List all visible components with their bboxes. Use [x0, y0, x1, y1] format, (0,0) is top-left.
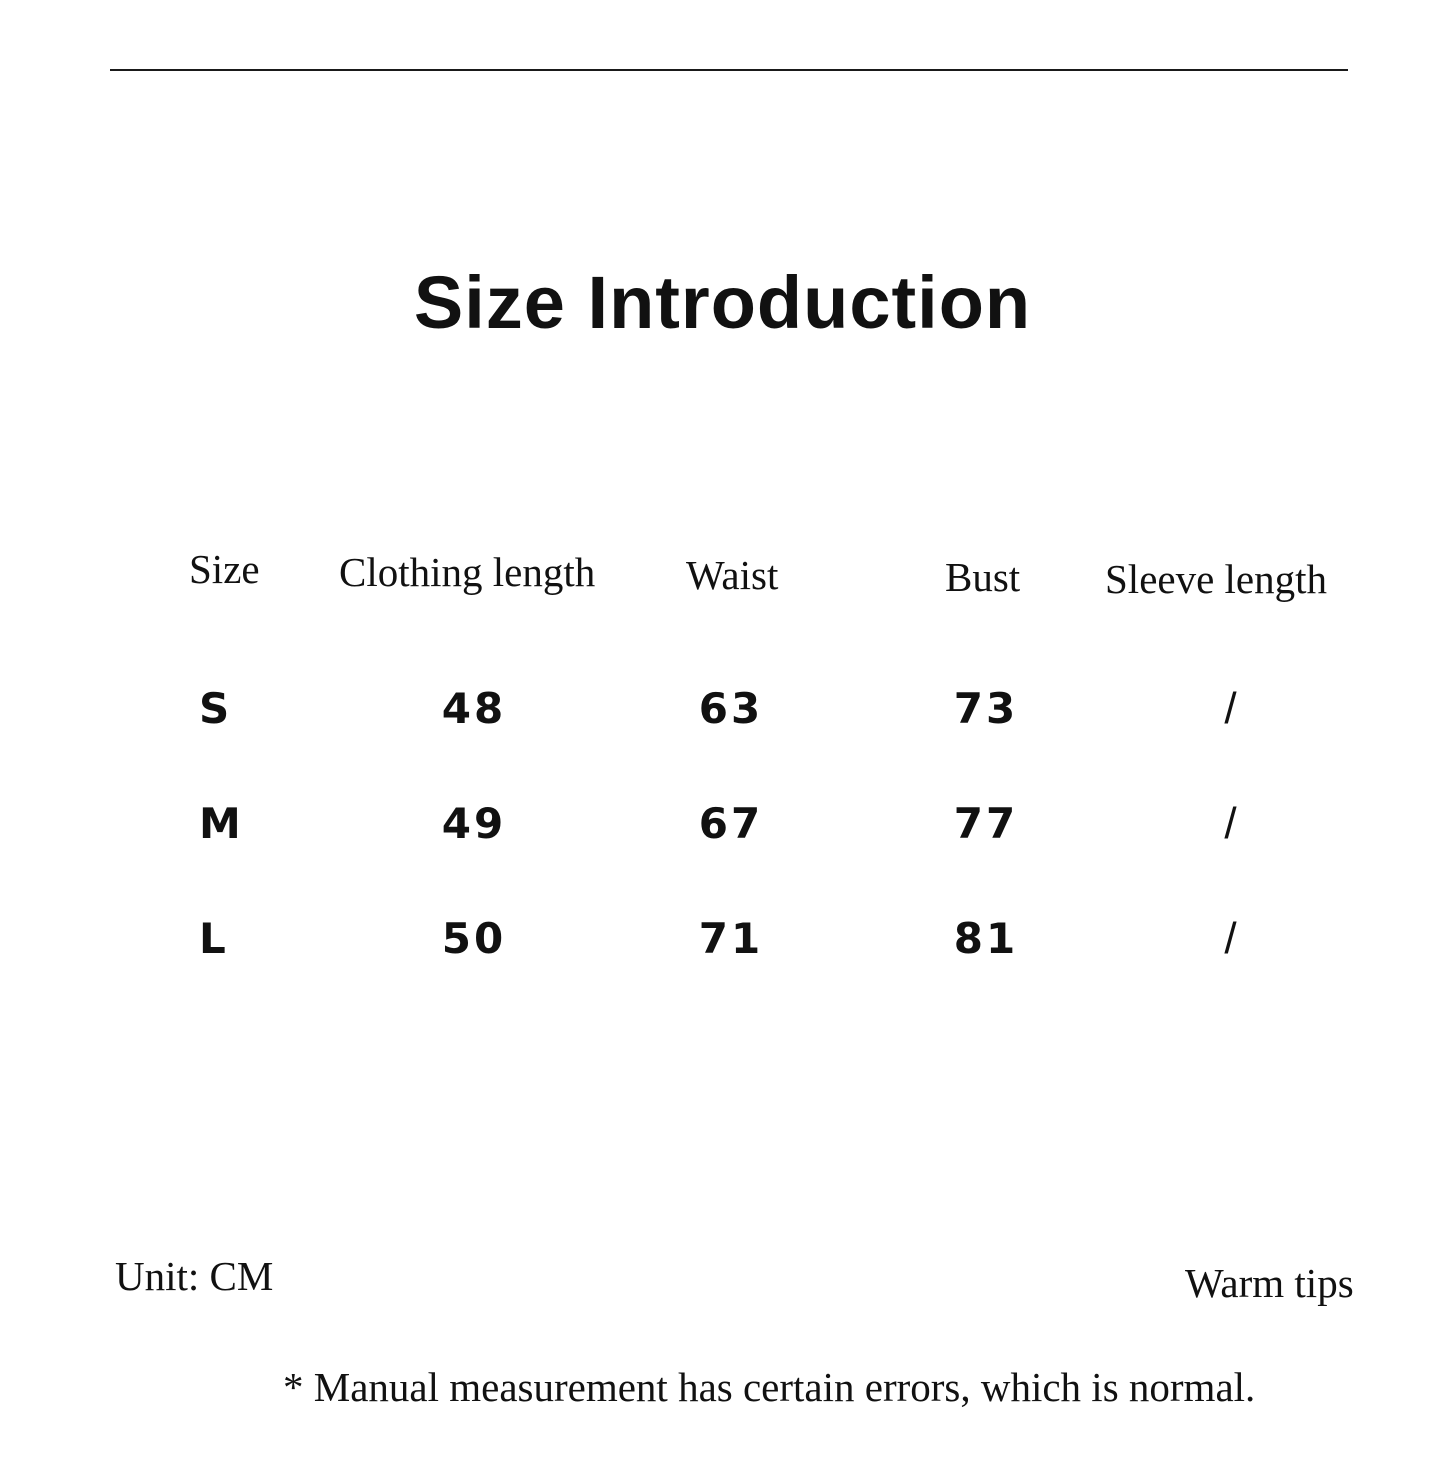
- header-bust: Bust: [945, 554, 1021, 600]
- header-clothing-length: Clothing length: [339, 549, 596, 595]
- cell-clothing-length: 48: [441, 684, 507, 733]
- header-waist: Waist: [686, 552, 779, 598]
- cell-clothing-length: 50: [441, 914, 507, 963]
- page-title: Size Introduction: [413, 261, 1032, 344]
- cell-waist: 67: [698, 799, 764, 848]
- cell-waist: 71: [698, 914, 764, 963]
- cell-bust: 81: [953, 914, 1019, 963]
- cell-clothing-length: 49: [441, 799, 507, 848]
- cell-size: L: [199, 914, 229, 963]
- cell-waist: 63: [698, 684, 764, 733]
- warm-tips-label: Warm tips: [1185, 1260, 1354, 1306]
- cell-sleeve-length: /: [1224, 684, 1240, 733]
- cell-bust: 77: [953, 799, 1019, 848]
- unit-label: Unit: CM: [115, 1253, 274, 1299]
- cell-size: S: [199, 684, 233, 733]
- top-divider: [110, 69, 1348, 71]
- warm-tips-text: * Manual measurement has certain errors, which is normal.: [283, 1364, 1256, 1410]
- header-size: Size: [189, 546, 260, 592]
- cell-size: M: [199, 799, 244, 848]
- cell-sleeve-length: /: [1224, 914, 1240, 963]
- cell-sleeve-length: /: [1224, 799, 1240, 848]
- header-sleeve-length: Sleeve length: [1105, 556, 1328, 602]
- cell-bust: 73: [953, 684, 1019, 733]
